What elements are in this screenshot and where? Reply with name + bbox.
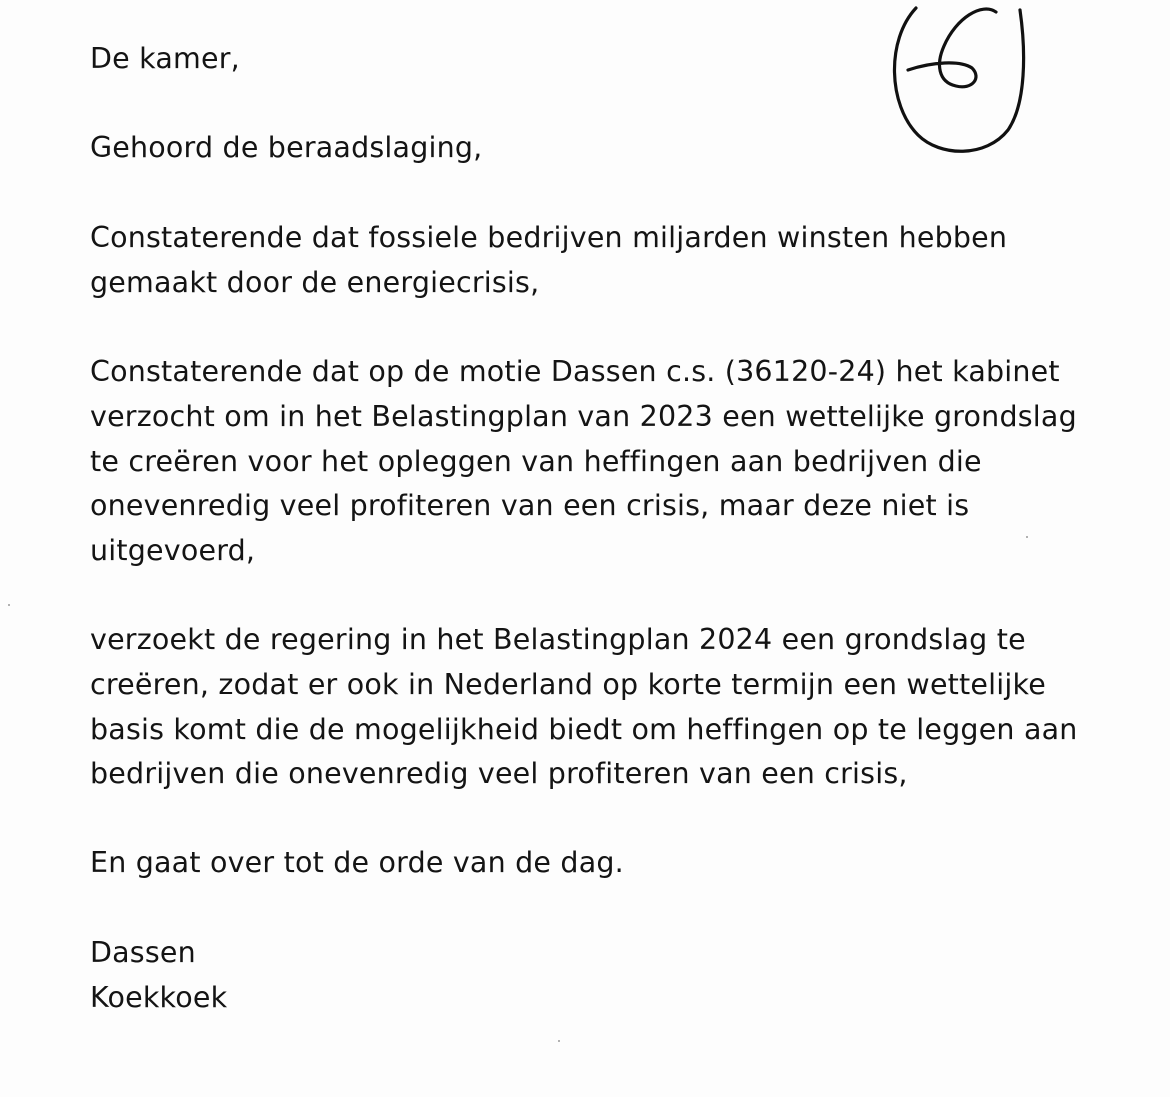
paragraph-1-line: gemaakt door de energiecrisis, <box>90 266 540 299</box>
opening-line: De kamer, <box>90 42 240 75</box>
paragraph-2-line: onevenredig veel profiteren van een crisis, maar deze niet is <box>90 489 970 522</box>
paragraph-1-line: Constaterende dat fossiele bedrijven miljarden winsten hebben <box>90 221 1008 254</box>
circled-number-mark <box>878 0 1038 160</box>
scan-speck <box>558 1040 560 1042</box>
paragraph-3-line: verzoekt de regering in het Belastingplan 2024 een grondslag te <box>90 623 1026 656</box>
heard-line: Gehoord de beraadslaging, <box>90 131 483 164</box>
paragraph-2-line: Constaterende dat op de motie Dassen c.s. (36120-24) het kabinet <box>90 355 1060 388</box>
scan-speck <box>8 604 10 606</box>
paragraph-3-line: creëren, zodat er ook in Nederland op korte termijn een wettelijke <box>90 668 1046 701</box>
paragraph-2-line: verzocht om in het Belastingplan van 2023 een wettelijke grondslag <box>90 400 1077 433</box>
scan-speck <box>1026 536 1028 538</box>
closing-line: En gaat over tot de orde van de dag. <box>90 846 624 879</box>
paragraph-2-line: uitgevoerd, <box>90 534 256 567</box>
paragraph-2-line: te creëren voor het opleggen van heffingen aan bedrijven die <box>90 445 982 478</box>
paragraph-3-line: basis komt die de mogelijkheid biedt om heffingen op te leggen aan <box>90 713 1078 746</box>
paragraph-3-line: bedrijven die onevenredig veel profiteren van een crisis, <box>90 757 908 790</box>
signatory-name: Koekkoek <box>90 981 228 1014</box>
signatory-name: Dassen <box>90 936 196 969</box>
